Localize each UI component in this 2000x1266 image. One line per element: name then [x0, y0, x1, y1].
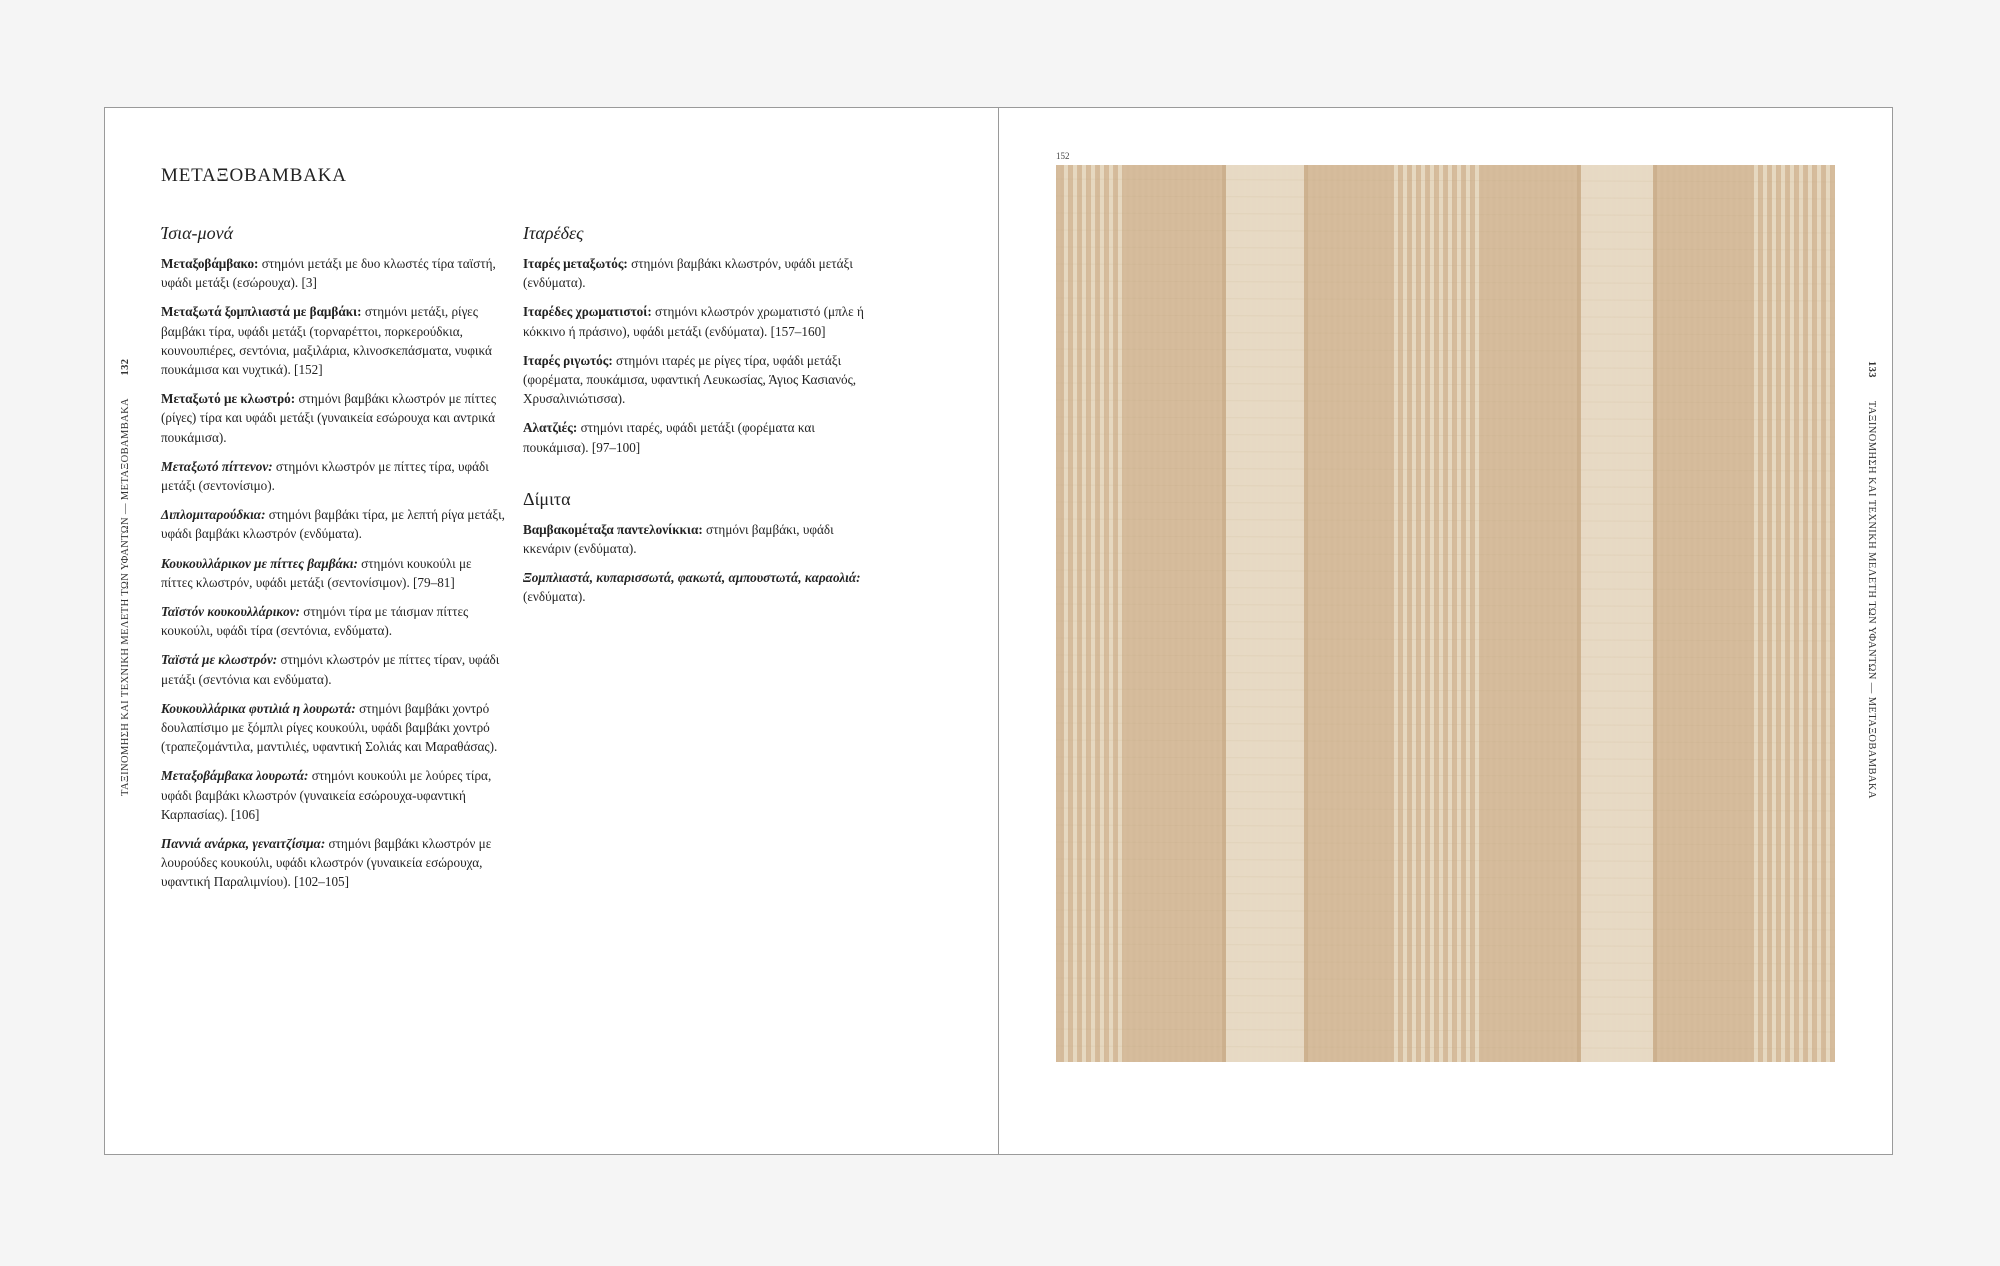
column-2-entries-2 [523, 520, 868, 607]
entry-description: στημόνι βαμβάκι κλωστρόν με λουρούδες κουκούλι, υφάδι κλωστρόν (γυναικεία εσώρουχα, υφαντική Παραλιμνίου). [102–105] [161, 836, 492, 890]
entry-term: Ιταρέδες χρωματιστοί: [523, 304, 652, 320]
entry-term: Μεταξωτό με κλωστρό: [161, 391, 296, 407]
column-2-heading: Ιταρέδες [523, 223, 584, 243]
glossary-entry [161, 302, 506, 379]
entry-description: στημόνι βαμβάκι χοντρό δουλαπίσιμο με ξόμπλι ρίγες κουκούλι, υφάδι βαμβάκι χοντρό (τραπεζομάντιλα, μαντιλιές, υφαντική Σολιάς και Μαραθάσας). [161, 700, 498, 755]
entry-description: στημόνι ιταρές με ρίγες τίρα, υφάδι μετάξι (φορέματα, πουκάμισα, υφαντική Λευκωσίας, Άγιος Κασιανός, Χρυσαλινιώτισσα). [523, 352, 857, 407]
left-folio: 132 [120, 358, 131, 376]
right-page [999, 108, 1892, 1154]
entry-term: Μεταξωτό πίττενον: [161, 458, 273, 474]
column-1-heading: Ίσια-μονά [161, 223, 234, 243]
column-1 [161, 223, 506, 902]
entry-term: Βαμβακομέταξα παντελονίκκια: [523, 521, 703, 537]
glossary-entry [161, 457, 506, 495]
entry-term: Ξομπλιαστά, κυπαρισσωτά, φακωτά, αμπουστωτά, καραολιά: [523, 570, 861, 586]
glossary-entry [161, 554, 506, 592]
entry-description: στημόνι βαμβάκι κλωστρόν με πίττες (ρίγες) τίρα και υφάδι μετάξι (γυναικεία εσώρουχα και αντρικά πουκάμισα). [161, 391, 497, 445]
glossary-entry [523, 254, 868, 292]
entry-term: Κουκουλλάρικα φυτιλιά η λουρωτά: [161, 700, 356, 716]
fabric-texture-image [1056, 165, 1835, 1062]
entry-description: στημόνι βαμβάκι κλωστρόν, υφάδι μετάξι (ενδύματα). [523, 256, 853, 291]
glossary-entry [161, 766, 506, 824]
entry-description: στημόνι βαμβάκι, υφάδι κκενάριν (ενδύματα). [523, 521, 834, 557]
entry-term: Ιταρές ριγωτός: [523, 352, 613, 368]
entry-term: Ταϊστά με κλωστρόν: [161, 652, 278, 668]
entry-term: Παννιά ανάρκα, γεναιτζίσιμα: [161, 836, 326, 852]
left-page [105, 108, 998, 1154]
plate-number: 152 [1056, 151, 1070, 161]
entry-term: Ταϊστόν κουκουλλάρικον: [161, 604, 300, 620]
column-2-heading-2: Δίμιτα [523, 488, 571, 509]
glossary-entry [161, 389, 506, 447]
entry-term: Μεταξοβάμβακο: [161, 256, 259, 271]
glossary-entry [161, 699, 506, 757]
glossary-entry [523, 520, 868, 558]
left-running-head [120, 359, 131, 796]
entry-term: Ιταρές μεταξωτός: [523, 256, 628, 271]
glossary-entry [523, 418, 868, 456]
entry-description: στημόνι κουκούλι με λούρες τίρα, υφάδι βαμβάκι κλωστρόν (γυναικεία εσώρουχα-υφαντική Καρπασίας). [106] [161, 768, 492, 822]
entry-description: (ενδύματα). [523, 589, 586, 605]
entry-description: στημόνι τίρα με τάισμαν πίττες κουκούλι, υφάδι τίρα (σεντόνια, ενδύματα). [161, 604, 469, 639]
right-running-head [1866, 361, 1877, 799]
glossary-entry [161, 602, 506, 640]
column-2-entries [523, 254, 868, 457]
glossary-entry [523, 351, 868, 409]
glossary-entry [161, 505, 506, 543]
glossary-entry [523, 568, 868, 606]
entry-description: στημόνι κλωστρόν χρωματιστό (μπλε ή κόκκινο ή πράσινο), υφάδι μετάξι (ενδύματα). [157–160] [523, 304, 864, 339]
entry-description: στημόνι μετάξι, ρίγες βαμβάκι τίρα, υφάδι μετάξι (τορναρέττοι, πορκερούδκια, κουνουπιέρες, σεντόνια, μαξιλάρια, κλινοσκεπάσματα, νυφικά πουκάμισα και νυχτικά). [152] [161, 304, 492, 378]
entry-term: Κουκουλλάρικον με πίττες βαμβάκι: [161, 555, 358, 571]
book-spread [104, 107, 1893, 1155]
glossary-entry [161, 254, 506, 292]
section-title: ΜΕΤΑΞΟΒΑΜΒΑΚΑ [161, 165, 347, 186]
entry-description: στημόνι βαμβάκι τίρα, με λεπτή ρίγα μετάξι, υφάδι βαμβάκι κλωστρόν (ενδύματα). [161, 507, 505, 542]
entry-description: στημόνι ιταρές, υφάδι μετάξι (φορέματα και πουκάμισα). [97–100] [523, 420, 815, 455]
fabric-photo [1056, 165, 1835, 1062]
entry-term: Αλατζιές: [523, 420, 578, 436]
glossary-entry [523, 302, 868, 340]
entry-term: Μεταξοβάμβακα λουρωτά: [161, 768, 309, 784]
column-2 [523, 223, 868, 617]
entry-description: στημόνι κλωστρόν με πίττες τίρα, υφάδι μετάξι (σεντονίσιμο). [161, 458, 489, 494]
left-running-head-text: ΤΑΞΙΝΟΜΗΣΗ ΚΑΙ ΤΕΧΝΙΚΗ ΜΕΛΕΤΗ ΤΩΝ ΥΦΑΝΤΩΝ — ΜΕΤΑΞΟΒΑΜΒΑΚΑ [120, 398, 131, 796]
entry-term: Μεταξωτά ξομπλιαστά με βαμβάκι: [161, 304, 362, 320]
column-1-entries [161, 254, 506, 892]
right-folio: 133 [1866, 361, 1877, 378]
glossary-entry [161, 834, 506, 892]
entry-description: στημόνι κουκούλι με πίττες κλωστρόν, υφάδι μετάξι (σεντονίσιμον). [79–81] [161, 555, 472, 590]
entry-description: στημόνι κλωστρόν με πίττες τίραν, υφάδι μετάξι (σεντόνια και ενδύματα). [161, 652, 500, 687]
fabric-shade [1056, 165, 1835, 1062]
entry-description: στημόνι μετάξι με δυο κλωστές τίρα ταϊστή, υφάδι μετάξι (εσώρουχα). [3] [161, 256, 496, 291]
entry-term: Διπλομιταρούδκια: [161, 507, 266, 523]
right-running-head-text: ΤΑΞΙΝΟΜΗΣΗ ΚΑΙ ΤΕΧΝΙΚΗ ΜΕΛΕΤΗ ΤΩΝ ΥΦΑΝΤΩΝ — ΜΕΤΑΞΟΒΑΜΒΑΚΑ [1866, 400, 1877, 799]
glossary-entry [161, 650, 506, 688]
